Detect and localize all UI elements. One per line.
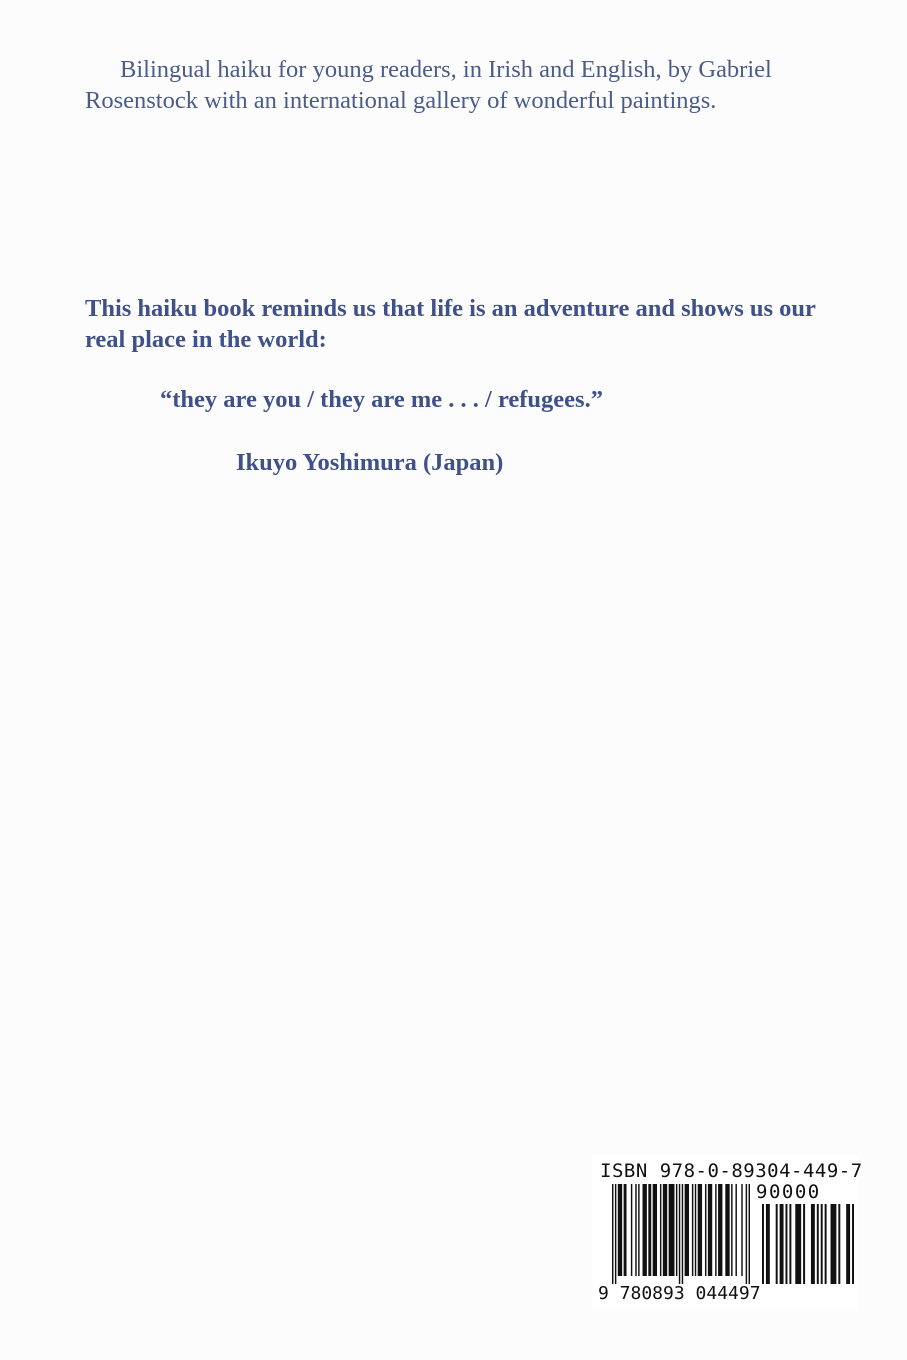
ean-bar [715, 1184, 716, 1276]
addon-bar [762, 1204, 764, 1284]
isbn-label: ISBN 978-0-89304-449-7 [600, 1160, 863, 1182]
ean-bar [682, 1184, 683, 1284]
ean-bar [698, 1184, 702, 1276]
ean-bar [660, 1184, 661, 1276]
ean-bar [615, 1184, 616, 1284]
addon-bar [852, 1204, 854, 1284]
ean-bar [741, 1184, 742, 1276]
ean-bar [746, 1184, 747, 1284]
ean-bar [749, 1184, 750, 1284]
addon-bar [821, 1204, 823, 1284]
addon-barcode-bars [762, 1204, 854, 1284]
addon-bar [838, 1204, 840, 1284]
addon-bar [785, 1204, 787, 1284]
ean-bar [643, 1184, 647, 1276]
ean-bar [708, 1184, 712, 1276]
addon-bar [811, 1204, 815, 1284]
ean-bar [663, 1184, 667, 1276]
addon-bar [817, 1204, 819, 1284]
ean-bar [679, 1184, 680, 1284]
ean-bar [653, 1184, 657, 1276]
ean-bar [725, 1184, 729, 1276]
ean-bar [692, 1184, 693, 1276]
ean-bar [618, 1184, 622, 1276]
review-intro: This haiku book reminds us that life is an adventure and shows us our real place in the world: [85, 295, 816, 353]
ean-barcode-bars [612, 1184, 750, 1284]
ean-bar [731, 1184, 732, 1276]
ean-bar [631, 1184, 632, 1276]
price-code: 90000 [756, 1181, 821, 1203]
isbn-barcode [592, 1156, 863, 1311]
ean-bar [685, 1184, 689, 1276]
ean-bar [718, 1184, 722, 1276]
ean-bar [695, 1184, 696, 1276]
ean-bar [735, 1184, 736, 1276]
addon-bar [789, 1204, 791, 1284]
ean-bar [669, 1184, 675, 1276]
review-attribution: Ikuyo Yoshimura (Japan) [236, 449, 504, 476]
addon-bar [795, 1204, 801, 1284]
ean-bar [676, 1184, 677, 1276]
addon-bar [831, 1204, 837, 1284]
review-quote: “they are you / they are me . . . / refugees.” [160, 386, 603, 413]
ean-digits: 9 780893 044497 [598, 1283, 761, 1304]
ean-bar [612, 1184, 613, 1284]
book-blurb: Bilingual haiku for young readers, in Irish and English, by Gabriel Rosenstock with an international gallery of wonderful paintings. [85, 56, 772, 114]
addon-bar [846, 1204, 850, 1284]
addon-bar [780, 1204, 784, 1284]
ean-bar [648, 1184, 651, 1276]
addon-bar [766, 1204, 770, 1284]
addon-bar [825, 1204, 827, 1284]
ean-bar [624, 1184, 627, 1276]
ean-bar [635, 1184, 636, 1276]
ean-bar [705, 1184, 706, 1276]
addon-bar [776, 1204, 778, 1284]
addon-bar [803, 1204, 805, 1284]
ean-bar [638, 1184, 639, 1276]
